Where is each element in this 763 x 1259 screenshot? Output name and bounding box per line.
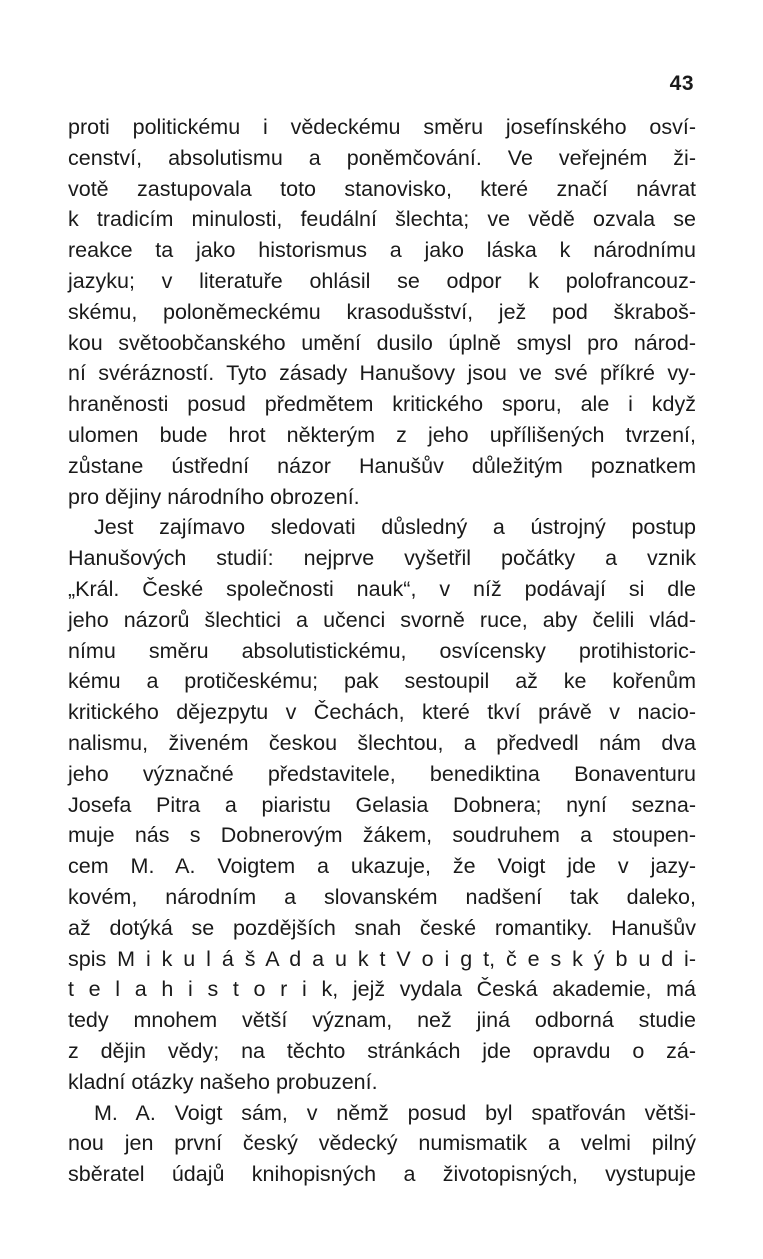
text-line: nalismu, živeném českou šlechtou, a předvedl nám dva — [68, 730, 696, 755]
text-line: jeho význačné představitele, benediktina Bonaventuru — [68, 761, 696, 786]
text-line: proti politickému i vědeckému směru josefínského osví- — [68, 115, 696, 139]
text-line: až dotýká se pozdějších snah české romantiky. Hanušův — [68, 915, 696, 940]
text-line: nímu směru absolutistickému, osvícensky protihistoric- — [68, 638, 696, 663]
text-line: kovém, národním a slovanském nadšení tak daleko, — [68, 884, 696, 909]
text-line: kladní otázky našeho probuzení. — [68, 1069, 378, 1094]
text-line: zůstane ústřední názor Hanušův důležitým poznatkem — [68, 453, 696, 478]
text-line: cenství, absolutismu a poněmčování. Ve veřejném ži- — [68, 145, 696, 170]
text-line: kritického dějezpytu v Čechách, které tkví právě v nacio- — [68, 700, 696, 725]
text-line: ní svérázností. Tyto zásady Hanušovy jsou ve své příkré vy- — [68, 361, 696, 386]
body-text — [68, 112, 696, 1190]
text-line: cem M. A. Voigtem a ukazuje, že Voigt jde v jazy- — [68, 854, 696, 879]
text-line: Hanušových studií: nejprve vyšetřil počátky a vznik — [68, 546, 696, 571]
text-line: pro dějiny národního obrození. — [68, 484, 360, 509]
text-line: nou jen první český vědecký numismatik a velmi pilný — [68, 1131, 696, 1156]
text-line: votě zastupovala toto stanovisko, které značí návrat — [68, 176, 696, 201]
text-line: t e l a h i s t o r i k, jejž vydala Česká akademie, má — [68, 977, 696, 1002]
text-line: jazyku; v literatuře ohlásil se odpor k polofrancouz- — [68, 268, 696, 293]
text-line: kou světoobčanského umění dusilo úplně smysl pro národ- — [68, 330, 696, 355]
text-line: z dějin vědy; na těchto stránkách jde opravdu o zá- — [68, 1038, 696, 1063]
text-line: M. A. Voigt sám, v němž posud byl spatřován větši- — [94, 1100, 696, 1125]
text-line: muje nás s Dobnerovým žákem, soudruhem a stoupen- — [68, 823, 696, 848]
text-line: Josefa Pitra a piaristu Gelasia Dobnera; nyní sezna- — [68, 792, 696, 817]
text-line: k tradicím minulosti, feudální šlechta; ve vědě ozvala se — [68, 207, 696, 232]
text-line: sběratel údajů knihopisných a životopisných, vystupuje — [68, 1162, 696, 1187]
page-number: 43 — [669, 72, 694, 95]
text-line: spis M i k u l á š A d a u k t V o i g t, č e s k ý b u d i- — [68, 946, 696, 971]
text-line: tedy mnohem větší význam, než jiná odborná studie — [68, 1008, 696, 1033]
text-line: skému, poloněmeckému krasodušství, jež pod škraboš- — [68, 299, 696, 324]
text-line: Jest zajímavo sledovati důsledný a ústrojný postup — [94, 515, 696, 540]
text-line: jeho názorů šlechtici a učenci svorně ruce, aby čelili vlád- — [68, 607, 696, 632]
text-line: hraněnosti posud předmětem kritického sporu, ale i když — [68, 392, 696, 417]
text-line: „Král. České společnosti nauk“, v níž podávají si dle — [68, 576, 696, 601]
text-line: reakce ta jako historismus a jako láska k národnímu — [68, 238, 696, 263]
text-line: kému a protičeskému; pak sestoupil až ke kořenům — [68, 669, 696, 694]
text-line: ulomen bude hrot některým z jeho upřílišených tvrzení, — [68, 422, 696, 447]
